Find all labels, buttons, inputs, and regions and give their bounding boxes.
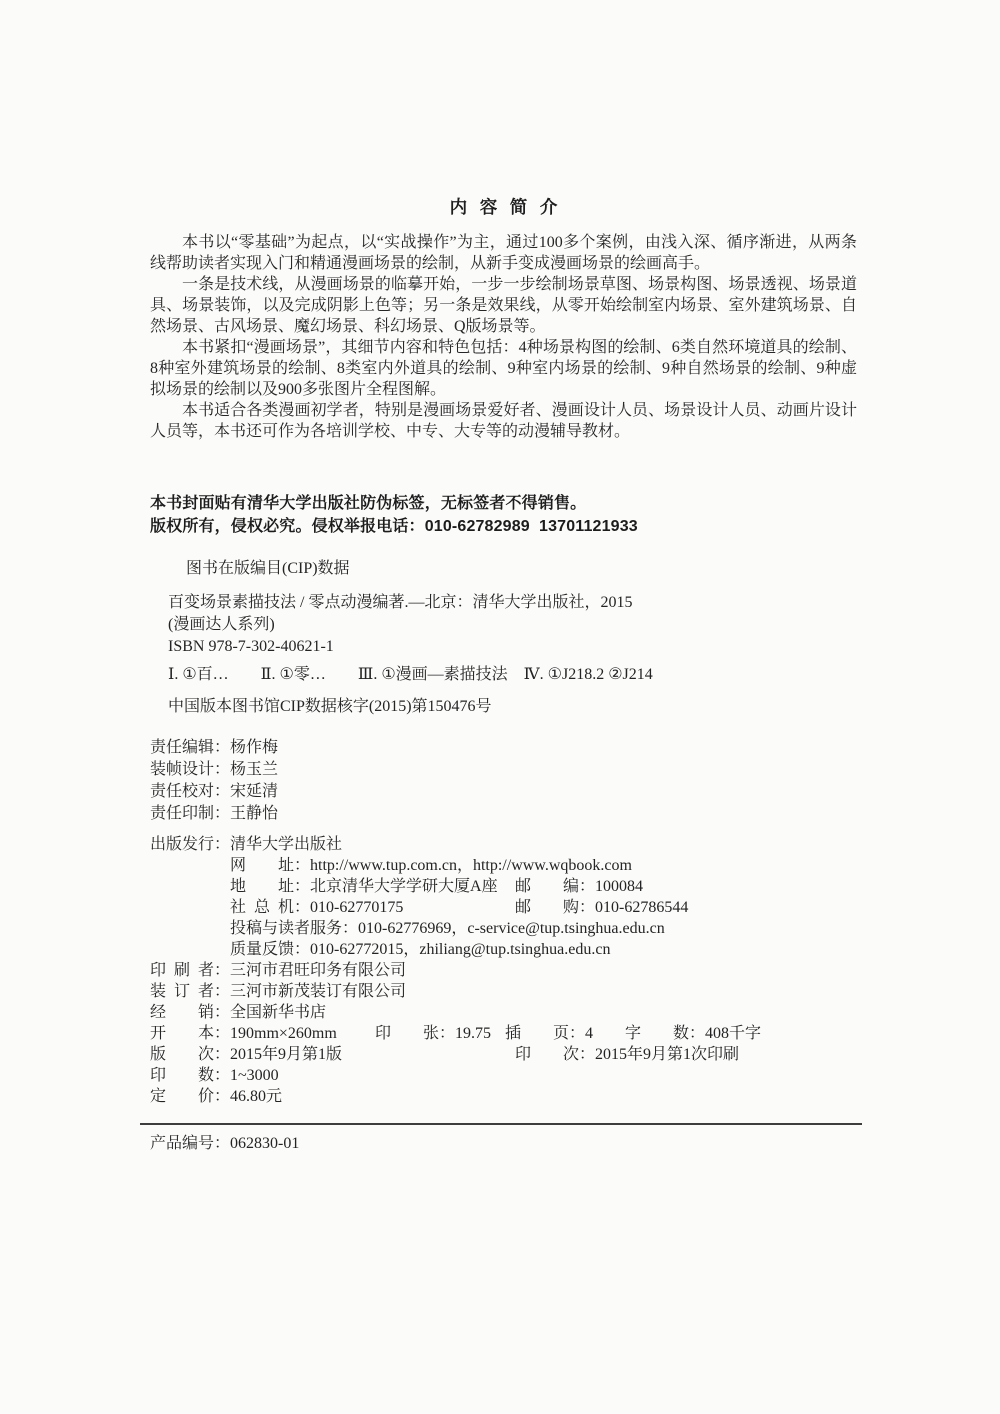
colon: ： <box>214 1004 231 1021</box>
field-label: 邮编 <box>515 878 579 895</box>
colon: ： <box>579 899 596 916</box>
colon: ： <box>214 805 231 822</box>
field-label: 地址 <box>230 878 294 895</box>
credit-value: 杨作梅 <box>230 739 279 756</box>
printing-row-format <box>150 1023 857 1044</box>
cip-classification: Ⅰ. ①百… Ⅱ. ①零… Ⅲ. ①漫画—素描技法 Ⅳ. ①J218.2 ②J214 <box>168 666 653 683</box>
field-value: 46.80元 <box>230 1088 283 1105</box>
colon: ： <box>439 1025 456 1042</box>
publisher-row <box>150 876 857 897</box>
field-label: 投稿与读者服务 <box>230 920 343 937</box>
field-value: 010-62772015，zhiliang@tup.tsinghua.edu.cn <box>310 941 611 958</box>
field-value: http://www.tup.com.cn，http://www.wqbook.com <box>310 857 632 874</box>
colon: ： <box>294 857 311 874</box>
field-label: 网址 <box>230 857 294 874</box>
colon: ： <box>342 920 359 937</box>
field-value: 2015年9月第1版 <box>230 1046 343 1063</box>
colon: ： <box>214 1046 231 1063</box>
printing-row <box>150 1086 857 1107</box>
field-value: 清华大学出版社 <box>230 836 343 853</box>
intro-paragraph: 本书以“零基础”为起点，以“实战操作”为主，通过100多个案例，由浅入深、循序渐进，从两条线帮助读者实现入门和精通漫画场景的绘制，从新手变成漫画场景的绘画高手。 <box>150 234 857 272</box>
cip-registry: 中国版本图书馆CIP数据核字(2015)第150476号 <box>168 698 492 715</box>
colon: ： <box>214 983 231 1000</box>
field-value: 19.75 <box>455 1025 492 1042</box>
credit-label: 责任编辑 <box>150 739 215 756</box>
publisher-row <box>150 918 857 939</box>
field-value: 010-62776969，c-service@tup.tsinghua.edu.cn <box>358 920 665 937</box>
field-pair <box>625 1023 761 1044</box>
publisher-row <box>150 897 857 918</box>
publisher-row <box>150 834 857 855</box>
product-code-value: 062830-01 <box>230 1135 300 1152</box>
colon: ： <box>214 1067 231 1084</box>
printing-row <box>150 1065 857 1086</box>
product-code-label: 产品编号 <box>150 1135 215 1152</box>
printing-row <box>150 981 857 1002</box>
colon: ： <box>294 878 311 895</box>
printing-row <box>150 1044 857 1065</box>
cip-series: (漫画达人系列) <box>168 616 275 633</box>
intro-paragraph: 本书适合各类漫画初学者，特别是漫画场景爱好者、漫画设计人员、场景设计人员、动画片设计人员等，本书还可作为各培训学校、中专、大专等的动漫辅导教材。 <box>150 402 857 440</box>
colon: ： <box>214 836 231 853</box>
intro-paragraph: 一条是技术线，从漫画场景的临摹开始，一步一步绘制场景草图、场景构图、场景透视、场景道具、场景装饰，以及完成阴影上色等；另一条是效果线，从零开始绘制室内场景、室外建筑场景、自然场景、古风场景、魔幻场景、科幻场景、Q版场景等。 <box>150 276 857 335</box>
credit-label: 责任印制 <box>150 805 215 822</box>
field-value: 北京清华大学学研大厦A座 <box>310 878 498 895</box>
colon: ： <box>689 1025 706 1042</box>
colon: ： <box>579 1046 596 1063</box>
credit-value: 杨玉兰 <box>230 761 279 778</box>
field-value: 三河市新茂装订有限公司 <box>230 983 407 1000</box>
field-label: 开本 <box>150 1025 214 1042</box>
field-label: 社总机 <box>230 899 294 916</box>
field-label: 印刷者 <box>150 962 214 979</box>
divider-rule <box>140 1123 862 1125</box>
colon: ： <box>214 783 231 800</box>
colon: ： <box>214 1135 231 1152</box>
colon: ： <box>294 941 311 958</box>
page-title: 内容简介 <box>449 197 570 217</box>
credit-value: 宋延清 <box>230 783 279 800</box>
publisher-section <box>150 834 857 960</box>
field-label: 出版发行 <box>150 836 215 853</box>
colon: ： <box>294 899 311 916</box>
field-label: 邮购 <box>515 899 579 916</box>
colon: ： <box>214 739 231 756</box>
field-pair <box>375 1023 491 1044</box>
credit-row <box>150 781 857 803</box>
cip-isbn: ISBN 978-7-302-40621-1 <box>168 638 334 655</box>
field-value: 全国新华书店 <box>230 1004 327 1021</box>
credit-row <box>150 737 857 759</box>
field-pair <box>515 1044 739 1065</box>
field-value: 100084 <box>595 878 644 895</box>
printing-section <box>150 960 857 1107</box>
field-value: 190mm×260mm <box>230 1025 337 1042</box>
field-label: 字数 <box>625 1025 689 1042</box>
field-value: 4 <box>585 1025 594 1042</box>
colon: ： <box>569 1025 586 1042</box>
product-code-line <box>150 1133 857 1154</box>
anti-piracy-notice <box>150 492 857 538</box>
cip-section <box>150 558 857 718</box>
credit-row <box>150 803 857 825</box>
field-value: 三河市君旺印务有限公司 <box>230 962 407 979</box>
colon: ： <box>214 962 231 979</box>
cip-book-line: 百变场景素描技法 / 零点动漫编著.—北京：清华大学出版社，2015 <box>168 594 633 611</box>
field-label: 定价 <box>150 1088 214 1105</box>
field-value: 2015年9月第1次印刷 <box>595 1046 740 1063</box>
colon: ： <box>214 1088 231 1105</box>
credits-section <box>150 737 857 825</box>
field-label: 质量反馈 <box>230 941 295 958</box>
printing-row <box>150 960 857 981</box>
field-label: 经销 <box>150 1004 214 1021</box>
credit-value: 王静怡 <box>230 805 279 822</box>
field-pair <box>515 897 688 918</box>
field-label: 印数 <box>150 1067 214 1084</box>
publisher-row <box>150 939 857 960</box>
notice-line: 本书封面贴有清华大学出版社防伪标签，无标签者不得销售。 <box>150 495 587 512</box>
field-pair <box>505 1023 593 1044</box>
colon: ： <box>214 761 231 778</box>
field-value: 408千字 <box>705 1025 762 1042</box>
cip-header: 图书在版编目(CIP)数据 <box>186 560 350 577</box>
field-value: 010-62770175 <box>310 899 404 916</box>
colon: ： <box>579 878 596 895</box>
credit-label: 装帧设计 <box>150 761 215 778</box>
notice-line: 版权所有，侵权必究。侵权举报电话：010-62782989 13701121933 <box>150 518 638 535</box>
field-pair <box>515 876 643 897</box>
field-value: 010-62786544 <box>595 899 689 916</box>
field-label: 装订者 <box>150 983 214 1000</box>
publisher-row <box>150 855 857 876</box>
printing-row <box>150 1002 857 1023</box>
field-label: 印次 <box>515 1046 579 1063</box>
field-value: 1~3000 <box>230 1067 279 1084</box>
intro-paragraph: 本书紧扣“漫画场景”，其细节内容和特色包括：4种场景构图的绘制、6类自然环境道具的绘制、8种室外建筑场景的绘制、8类室内外道具的绘制、9种室内场景的绘制、9种自然场景的绘制、9种虚拟场景的绘制以及900多张图片全程图解。 <box>150 339 857 398</box>
field-label: 版次 <box>150 1046 214 1063</box>
credit-row <box>150 759 857 781</box>
field-label: 插页 <box>505 1025 569 1042</box>
field-label: 印张 <box>375 1025 439 1042</box>
credit-label: 责任校对 <box>150 783 215 800</box>
colon: ： <box>214 1025 231 1042</box>
intro-section <box>150 232 857 442</box>
